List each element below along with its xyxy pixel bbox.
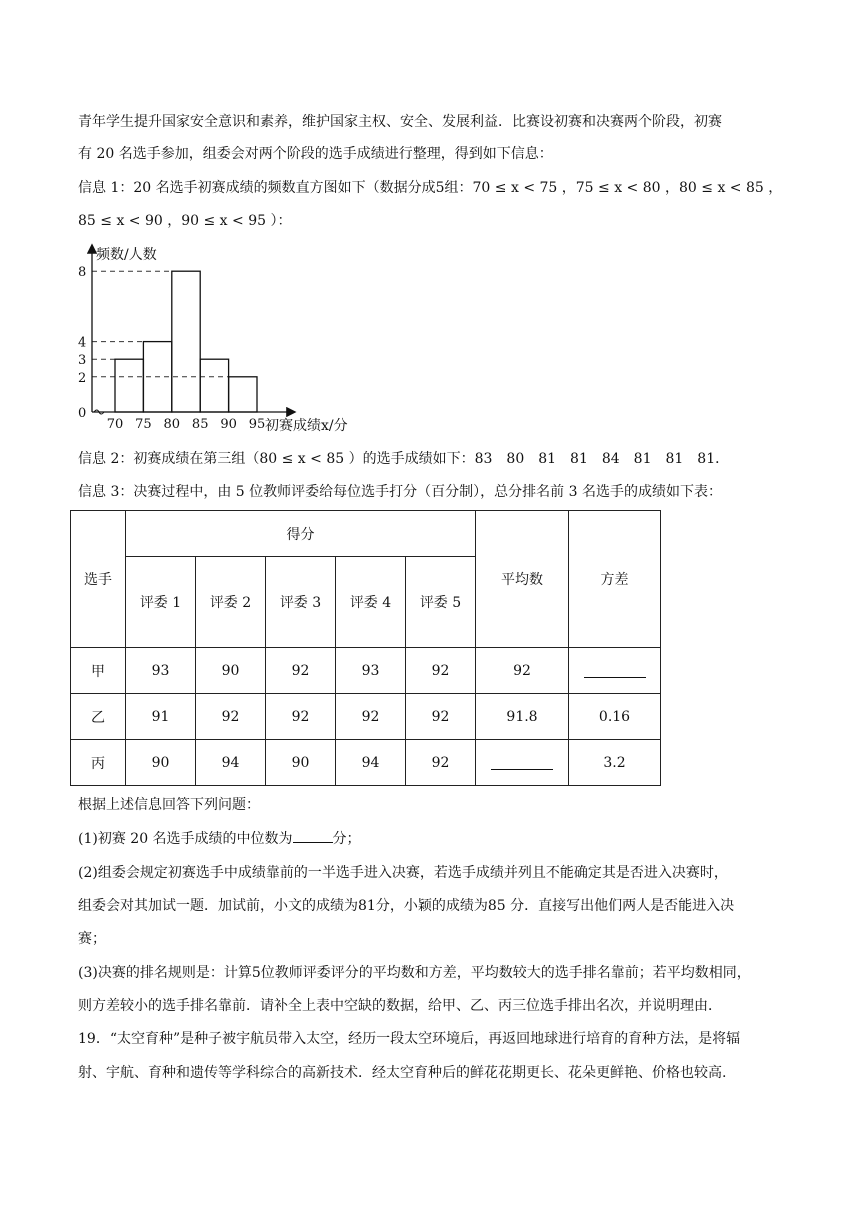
histogram-bar	[115, 359, 143, 412]
x-tick-label: 70	[106, 417, 124, 432]
x-tick-label: 85	[191, 417, 209, 432]
variance-cell: 3.2	[569, 740, 661, 786]
mean-blank-cell	[476, 740, 569, 786]
judge-header: 评委 1	[126, 557, 196, 648]
info1-line-1: 信息 1：20 名选手初赛成绩的频数直方图如下（数据分成5组：70 ≤ x < 75 ，75 ≤ x < 80 ，80 ≤ x < 85 ，	[78, 180, 783, 196]
y-tick-label: 0	[78, 406, 87, 421]
answer-blank	[491, 755, 553, 770]
score-cell: 92	[406, 740, 476, 786]
judge-header: 评委 5	[406, 557, 476, 648]
score-cell: 94	[336, 740, 406, 786]
x-tick-label: 75	[135, 417, 152, 432]
y-axis-label: 频数/人数	[96, 247, 157, 263]
x-tick-labels	[107, 417, 266, 432]
score-cell: 94	[196, 740, 266, 786]
question-2-line-2: 组委会对其加试一题．加试前，小文的成绩为81分，小颖的成绩为85 分．直接写出他们两人是否能进入决	[78, 898, 735, 914]
variance-header: 方差	[569, 511, 661, 648]
answer-blank	[584, 663, 646, 678]
score-cell: 93	[126, 648, 196, 694]
histogram-bar	[172, 271, 200, 412]
reference-dashed-lines	[92, 271, 229, 377]
table-row	[71, 694, 661, 740]
score-cell: 92	[406, 694, 476, 740]
x-tick-label: 90	[220, 417, 237, 432]
info2-line: 信息 2：初赛成绩在第三组（80 ≤ x < 85 ）的选手成绩如下：83 80 81 81 84 81 81 81．	[78, 451, 730, 467]
histogram-bars	[115, 271, 257, 412]
score-cell: 92	[336, 694, 406, 740]
frequency-histogram	[62, 238, 348, 438]
y-tick-label: 2	[78, 370, 87, 386]
score-cell: 92	[406, 648, 476, 694]
player-header: 选手	[71, 511, 126, 648]
question-1-unit: 分；	[332, 831, 361, 847]
score-cell: 91	[126, 694, 196, 740]
questions-lead: 根据上述信息回答下列问题：	[78, 797, 260, 813]
score-cell: 93	[336, 648, 406, 694]
question-1	[78, 829, 361, 849]
question-3-line-1: (3)决赛的排名规则是：计算5位教师评委评分的平均数和方差，平均数较大的选手排名靠前；若平均数相同，	[78, 965, 751, 981]
score-cell: 92	[196, 694, 266, 740]
x-axis-label: 初赛成绩x/分	[265, 418, 348, 434]
x-tick-label: 95	[248, 417, 266, 432]
final-scores-table	[70, 510, 661, 786]
x-tick-label: 80	[163, 417, 181, 432]
question-2-line-3: 赛；	[78, 931, 106, 947]
question-1-text: (1)初赛 20 名选手成绩的中位数为	[78, 831, 293, 847]
mean-header: 平均数	[476, 511, 569, 648]
judge-header: 评委 2	[196, 557, 266, 648]
y-tick-label: 3	[78, 353, 87, 369]
score-cell: 90	[126, 740, 196, 786]
score-cell: 90	[266, 740, 336, 786]
problem-19-line-2: 射、宇航、育种和遗传等学科综合的高新技术．经太空育种后的鲜花花期更长、花朵更鲜艳、价格也较高.	[78, 1065, 727, 1081]
question-3-line-2: 则方差较小的选手排名靠前．请补全上表中空缺的数据，给甲、乙、丙三位选手排出名次，并说明理由．	[78, 998, 722, 1014]
y-tick-label: 8	[78, 265, 87, 281]
judge-header: 评委 4	[336, 557, 406, 648]
score-header: 得分	[126, 511, 476, 557]
info1-line-2: 85 ≤ x < 90 ，90 ≤ x < 95 ）：	[78, 213, 292, 229]
player-name: 丙	[71, 740, 126, 786]
problem-19-line-1: 19．“太空育种”是种子被宇航员带入太空，经历一段太空环境后，再返回地球进行培育的育种方法，是将辐	[78, 1031, 741, 1047]
intro-line-2: 有 20 名选手参加，组委会对两个阶段的选手成绩进行整理，得到如下信息：	[78, 146, 553, 162]
mean-cell: 92	[476, 648, 569, 694]
judge-header: 评委 3	[266, 557, 336, 648]
histogram-bar	[200, 359, 228, 412]
intro-line-1: 青年学生提升国家安全意识和素养，维护国家主权、安全、发展利益．比赛设初赛和决赛两个阶段，初赛	[78, 114, 722, 130]
variance-blank-cell	[569, 648, 661, 694]
histogram-bar	[229, 377, 257, 412]
score-cell: 92	[266, 694, 336, 740]
score-cell: 92	[266, 648, 336, 694]
table-row	[71, 740, 661, 786]
variance-cell: 0.16	[569, 694, 661, 740]
y-tick-label: 4	[78, 335, 87, 351]
y-tick-labels	[78, 265, 86, 421]
question-2-line-1: (2)组委会规定初赛选手中成绩靠前的一半选手进入决赛，若选手成绩并列且不能确定其是否进入决赛时，	[78, 865, 728, 881]
mean-cell: 91.8	[476, 694, 569, 740]
score-cell: 90	[196, 648, 266, 694]
player-name: 乙	[71, 694, 126, 740]
player-name: 甲	[71, 648, 126, 694]
answer-blank	[293, 830, 333, 843]
table-row	[71, 648, 661, 694]
info3-line: 信息 3：决赛过程中，由 5 位教师评委给每位选手打分（百分制），总分排名前 3 名选手的成绩如下表：	[78, 484, 722, 500]
